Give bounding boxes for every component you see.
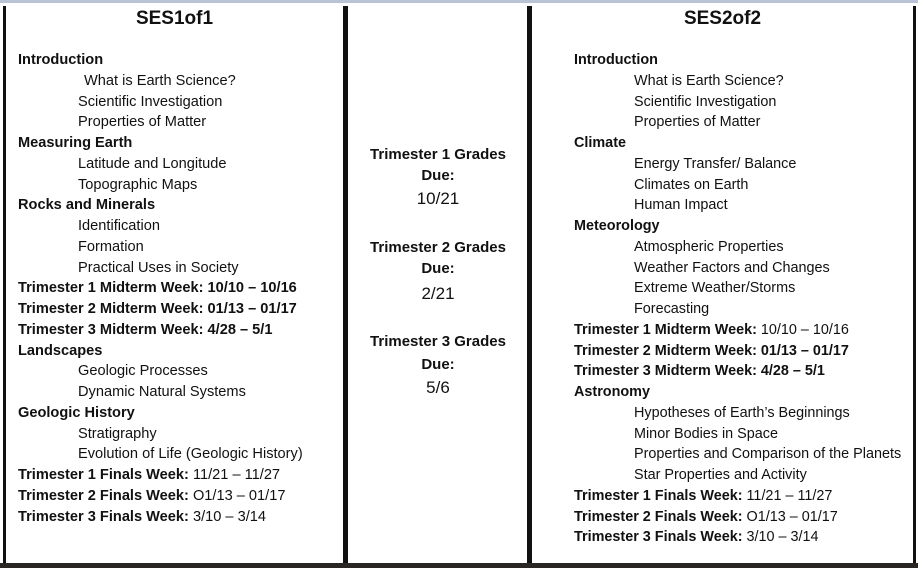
unit-heading: Rocks and Minerals [18,197,156,214]
unit-heading: Meteorology [574,218,660,234]
grades-due-block-1 [350,144,526,212]
due-date: 5/6 [426,378,450,397]
unit-heading: Measuring Earth [18,135,133,151]
unit-heading: Landscapes [18,342,103,359]
exam-week-dates: 11/21 – 11/27 [746,487,833,504]
topic-item: Geologic Processes [78,363,208,380]
topic-item: Practical Uses in Society [78,259,239,276]
exam-week-label: Trimester 1 Finals Week: [574,487,743,504]
exam-week-line [574,507,901,528]
topic-item: Dynamic Natural Systems [78,384,246,400]
due-label: Due: [421,260,455,277]
topic-item: What is Earth Science? [84,72,236,89]
exam-week-label: Trimester 3 Finals Week: [574,529,743,546]
exam-week-dates: O1/13 – 01/17 [746,508,838,525]
topic-item: Scientific Investigation [78,93,223,110]
exam-week-dates: 11/21 – 11/27 [192,467,281,483]
exam-week-label: Trimester 1 Midterm Week: [18,280,204,297]
right-border [913,6,916,568]
topic-item: Weather Factors and Changes [634,259,830,276]
syllabus-list [18,50,303,527]
exam-week-line [574,341,901,362]
exam-week-line [18,299,303,320]
topic-item: Properties and Comparison of the Planets [634,446,902,463]
topic-item: Climates on Earth [634,176,749,193]
exam-week-dates: 10/10 – 10/16 [207,280,297,297]
topic-item: Stratigraphy [78,425,157,442]
due-label: Due: [421,167,455,184]
exam-week-line [18,486,303,507]
unit-heading: Introduction [18,52,104,68]
exam-week-line [18,465,303,486]
exam-week-label: Trimester 1 Midterm Week: [574,321,757,338]
due-date: 2/21 [421,284,455,303]
divider-left [343,6,348,568]
left-border [3,6,6,568]
exam-week-line [574,486,901,507]
exam-week-line [574,320,901,341]
grades-due-block-2 [350,237,526,307]
topic-item: Identification [78,218,160,234]
exam-week-line [18,278,303,299]
bottom-border [0,563,918,568]
due-date: 10/21 [416,189,460,208]
exam-week-label: Trimester 2 Finals Week: [574,508,743,525]
topic-item: What is Earth Science? [634,72,784,89]
panel-title: SES1of1 [135,8,214,29]
topic-item: Properties of Matter [634,114,761,131]
exam-week-line [18,320,303,341]
exam-week-label: Trimester 2 Finals Week: [18,487,189,504]
top-border [0,0,918,3]
topic-item: Minor Bodies in Space [634,425,778,442]
unit-heading: Astronomy [574,384,650,400]
exam-week-label: Trimester 3 Finals Week: [18,508,189,525]
topic-item: Formation [78,238,144,255]
exam-week-label: Trimester 2 Midterm Week: [574,342,757,359]
unit-heading: Climate [574,135,626,151]
topic-item: Human Impact [634,197,728,214]
grades-due-block-3 [350,331,526,401]
exam-week-dates: 3/10 – 3/14 [192,508,266,525]
topic-item: Topographic Maps [78,176,198,193]
grades-label: Trimester 3 Grades [370,333,506,350]
topic-item: Hypotheses of Earth’s Beginnings [634,404,850,421]
exam-week-dates: 10/10 – 10/16 [760,321,849,338]
topic-item: Evolution of Life (Geologic History) [78,446,303,463]
exam-week-dates: 3/10 – 3/14 [746,529,819,546]
topic-item: Energy Transfer/ Balance [634,155,797,172]
exam-week-label: Trimester 3 Midterm Week: [18,321,204,338]
exam-week-dates: 4/28 – 5/1 [207,321,273,338]
grades-label: Trimester 1 Grades [370,146,506,163]
exam-week-label: Trimester 3 Midterm Week: [574,363,757,380]
topic-item: Properties of Matter [78,114,207,131]
exam-week-dates: 01/13 – 01/17 [760,342,849,359]
topic-item: Extreme Weather/Storms [634,280,796,297]
exam-week-line [574,527,901,548]
panel-title: SES2of2 [683,8,762,29]
unit-heading: Introduction [574,52,658,68]
exam-week-label: Trimester 1 Finals Week: [18,467,189,483]
due-label: Due: [421,356,455,373]
exam-week-line [574,361,901,382]
topic-item: Scientific Investigation [634,93,777,110]
topic-item: Atmospheric Properties [634,238,784,255]
topic-item: Forecasting [634,301,710,317]
exam-week-line [18,507,303,528]
topic-item: Star Properties and Activity [634,467,807,483]
exam-week-dates: O1/13 – 01/17 [192,487,286,504]
topic-item: Latitude and Longitude [78,155,227,172]
unit-heading: Geologic History [18,404,135,421]
exam-week-label: Trimester 2 Midterm Week: [18,301,204,317]
syllabus-list [574,50,901,548]
exam-week-dates: 4/28 – 5/1 [760,363,825,380]
grades-label: Trimester 2 Grades [370,239,506,256]
divider-right [527,6,532,568]
exam-week-dates: 01/13 – 01/17 [207,301,297,317]
